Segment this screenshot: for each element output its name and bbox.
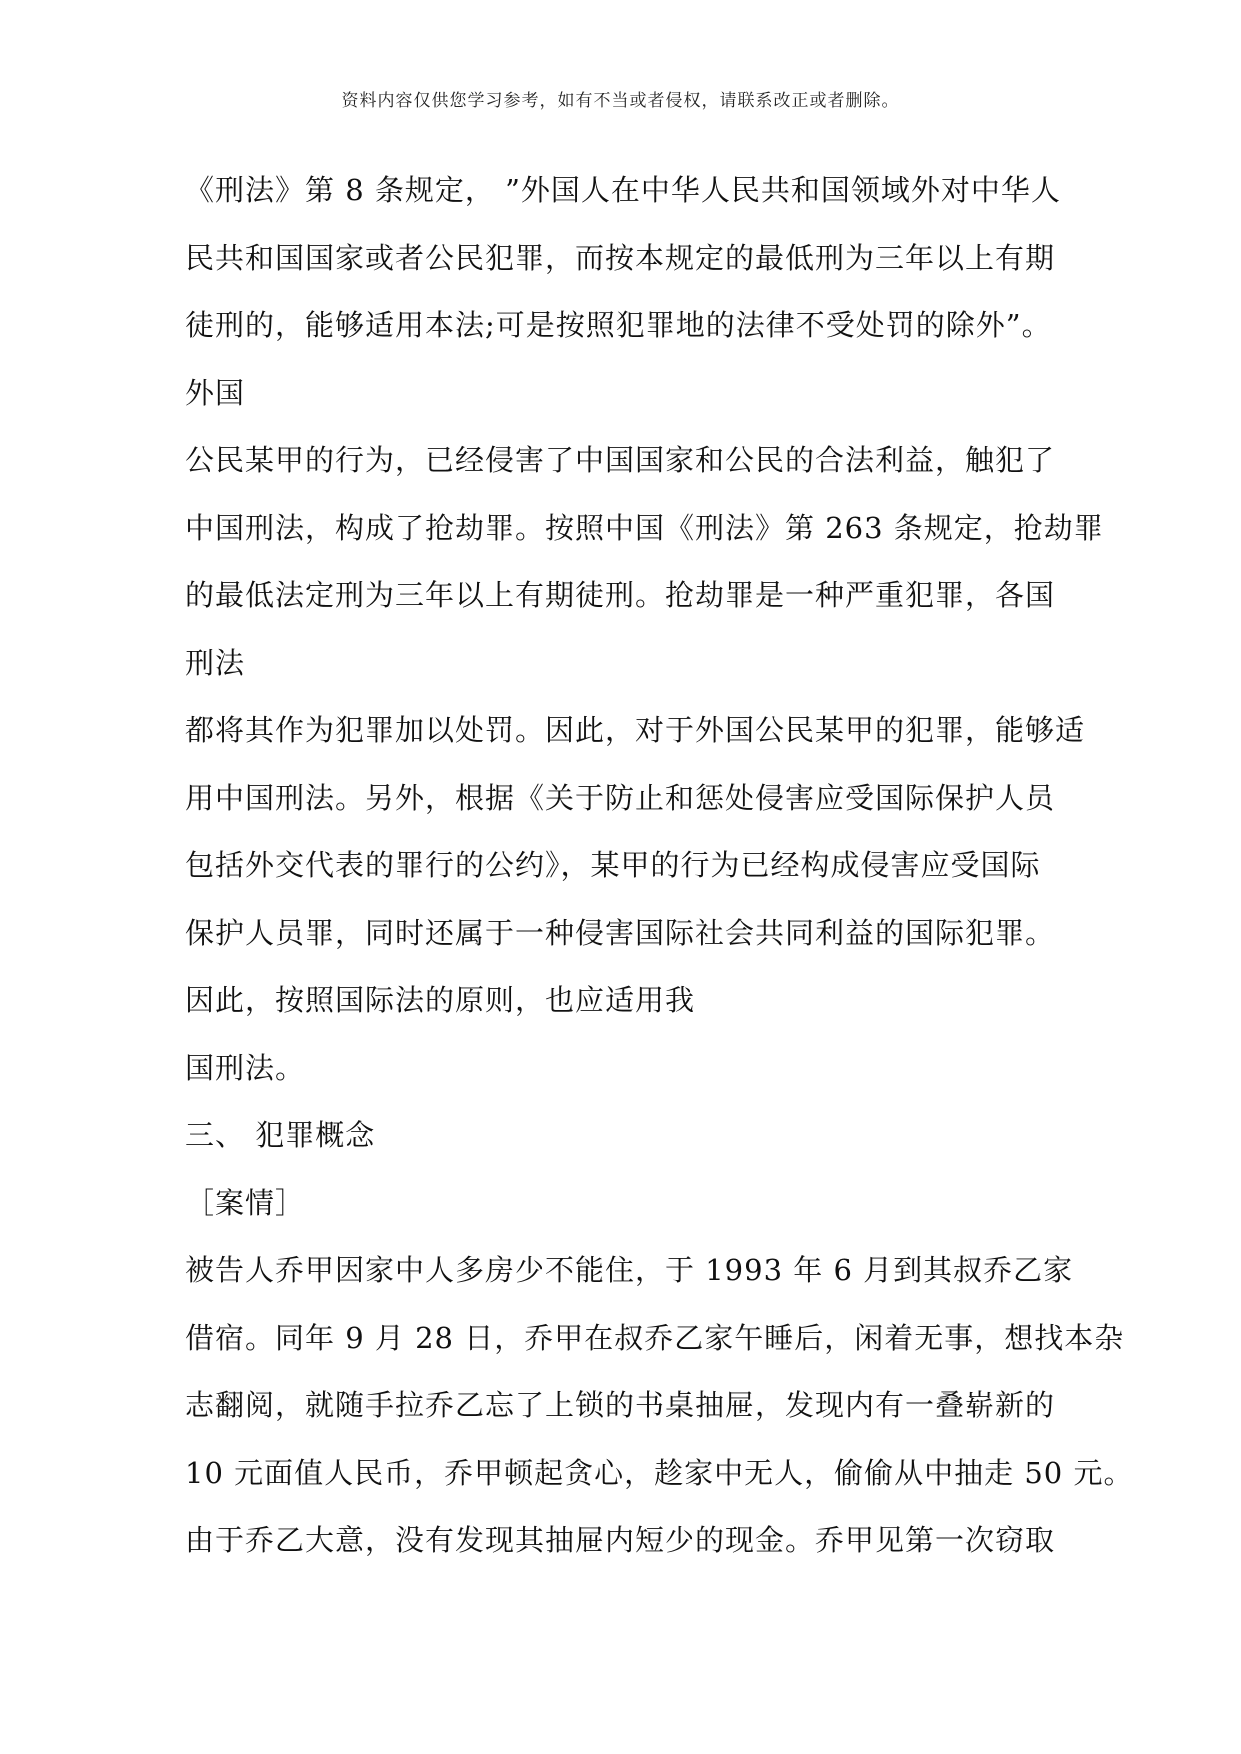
text-line: 公民某甲的行为，已经侵害了中国国家和公民的合法利益，触犯了 [185,443,1056,477]
case-label: ［案情］ [185,1185,306,1220]
text-line: 刑法 [185,645,246,680]
text-line: 《刑法》第 8 条规定， ”外国人在中华人民共和国领域外对中华人 [185,173,1061,207]
text-line: 被告人乔甲因家中人多房少不能住，于 1993 年 6 月到其叔乔乙家 [185,1253,1074,1287]
text-line: 保护人员罪，同时还属于一种侵害国际社会共同利益的国际犯罪。 [185,915,1056,950]
text-line: 因此，按照国际法的原则，也应适用我 [185,983,696,1017]
text-line: 中国刑法，构成了抢劫罪。按照中国《刑法》第 263 条规定，抢劫罪 [185,510,1104,545]
text-line: 都将其作为犯罪加以处罚。因此，对于外国公民某甲的犯罪，能够适 [185,713,1086,747]
section-heading: 三、 犯罪概念 [185,1118,376,1152]
text-line: 民共和国国家或者公民犯罪，而按本规定的最低刑为三年以上有期 [185,240,1056,275]
text-line: 用中国刑法。另外，根据《关于防止和惩处侵害应受国际保护人员 [185,780,1056,815]
text-line: 借宿。同年 9 月 28 日，乔甲在叔乔乙家午睡后，闲着无事，想找本杂 [185,1320,1125,1355]
text-line: 志翻阅，就随手拉乔乙忘了上锁的书桌抽屉，发现内有一叠崭新的 [185,1388,1056,1422]
text-line: 外国 [185,375,246,410]
text-line: 的最低法定刑为三年以上有期徒刑。抢劫罪是一种严重犯罪，各国 [185,578,1056,612]
copyright-notice: 资料内容仅供您学习参考，如有不当或者侵权，请联系改正或者删除。 [341,91,900,111]
text-line: 国刑法。 [185,1050,306,1085]
text-line: 10 元面值人民币，乔甲顿起贪心，趁家中无人，偷偷从中抽走 50 元。 [185,1455,1134,1490]
text-line: 包括外交代表的罪行的公约》，某甲的行为已经构成侵害应受国际 [185,848,1041,882]
text-line: 徒刑的，能够适用本法;可是按照犯罪地的法律不受处罚的除外”。 [185,308,1052,342]
body-text [185,157,1134,1575]
text-line: 由于乔乙大意，没有发现其抽屉内短少的现金。乔甲见第一次窃取 [185,1523,1056,1557]
